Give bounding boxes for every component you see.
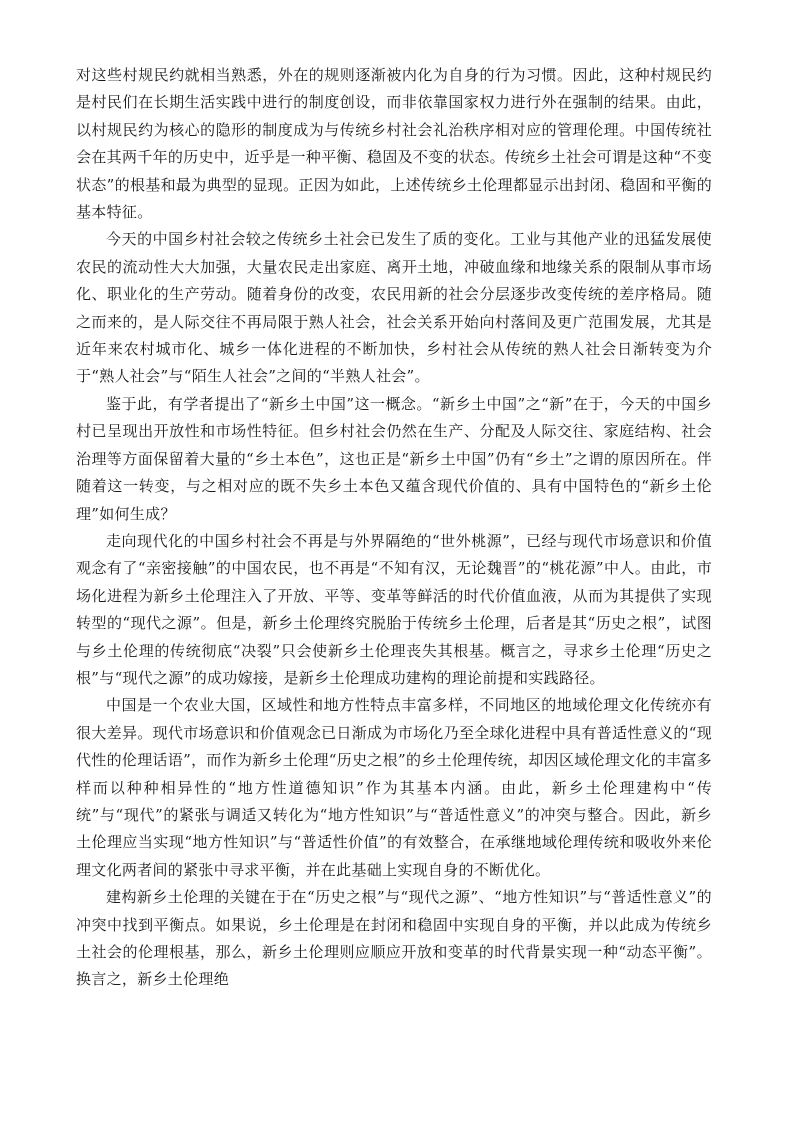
- document-body: [76, 62, 712, 994]
- paragraph-1: 对这些村规民约就相当熟悉，外在的规则逐渐被内化为自身的行为习惯。因此，这种村规民约是村民们在长期生活实践中进行的制度创设，而非依靠国家权力进行外在强制的结果。由此，以村规民约为核心的隐形的制度成为与传统乡村社会礼治秩序相对应的管理伦理。中国传统社会在其两千年的历史中，近乎是一种平衡、稳固及不变的状态。传统乡土社会可谓是这种“不变状态”的根基和最为典型的显现。正因为如此，上述传统乡土伦理都显示出封闭、稳固和平衡的基本特征。: [76, 66, 712, 222]
- paragraph-2: 今天的中国乡村社会较之传统乡土社会已发生了质的变化。工业与其他产业的迅猛发展使农民的流动性大大加强，大量农民走出家庭、离开土地，冲破血缘和地缘关系的限制从事市场化、职业化的生产劳动。随着身份的改变，农民用新的社会分层逐步改变传统的差序格局。随之而来的，是人际交往不再局限于熟人社会，社会关系开始向村落间及更广范围发展，尤其是近年来农村城市化、城乡一体化进程的不断加快，乡村社会从传统的熟人社会日渐转变为介于“熟人社会”与“陌生人社会”之间的“半熟人社会”。: [76, 230, 712, 386]
- paragraph-3: 鉴于此，有学者提出了“新乡土中国”这一概念。“新乡土中国”之“新”在于，今天的中国乡村已呈现出开放性和市场性特征。但乡村社会仍然在生产、分配及人际交往、家庭结构、社会治理等方面保留着大量的“乡土本色”，这也正是“新乡土中国”仍有“乡土”之谓的原因所在。伴随着这一转变，与之相对应的既不失乡土本色又蕴含现代价值的、具有中国特色的“新乡土伦理”如何生成？: [76, 394, 712, 523]
- paragraph-5: 中国是一个农业大国，区域性和地方性特点丰富多样，不同地区的地域伦理文化传统亦有很大差异。现代市场意识和价值观念已日渐成为市场化乃至全球化进程中具有普适性意义的“现代性的伦理话语”，而作为新乡土伦理“历史之根”的乡土伦理传统，却因区域伦理文化的丰富多样而以种种相异性的“地方性道德知识”作为其基本内涵。由此，新乡土伦理建构中“传统”与“现代”的紧张与调适又转化为“地方性知识”与“普适性意义”的冲突与整合。因此，新乡土伦理应当实现“地方性知识”与“普适性价值”的有效整合，在承继地域伦理传统和吸收外来伦理文化两者间的紧张中寻求平衡，并在此基础上实现自身的不断优化。: [76, 696, 712, 879]
- paragraph-4: 走向现代化的中国乡村社会不再是与外界隔绝的“世外桃源”，已经与现代市场意识和价值观念有了“亲密接触”的中国农民，也不再是“不知有汉，无论魏晋”的“桃花源”中人。由此，市场化进程为新乡土伦理注入了开放、平等、变革等鲜活的时代价值血液，从而为其提供了实现转型的“现代之源”。但是，新乡土伦理终究脱胎于传统乡土伦理，后者是其“历史之根”，试图与乡土伦理的传统彻底“决裂”只会使新乡土伦理丧失其根基。概言之，寻求乡土伦理“历史之根”与“现代之源”的成功嫁接，是新乡土伦理成功建构的理论前提和实践路径。: [76, 531, 712, 687]
- paragraph-6: 建构新乡土伦理的关键在于在“历史之根”与“现代之源”、“地方性知识”与“普适性意义”的冲突中找到平衡点。如果说，乡土伦理是在封闭和稳固中实现自身的平衡，并以此成为传统乡土社会的伦理根基，那么，新乡土伦理则应顺应开放和变革的时代背景实现一种“动态平衡”。换言之，新乡土伦理绝: [76, 888, 712, 989]
